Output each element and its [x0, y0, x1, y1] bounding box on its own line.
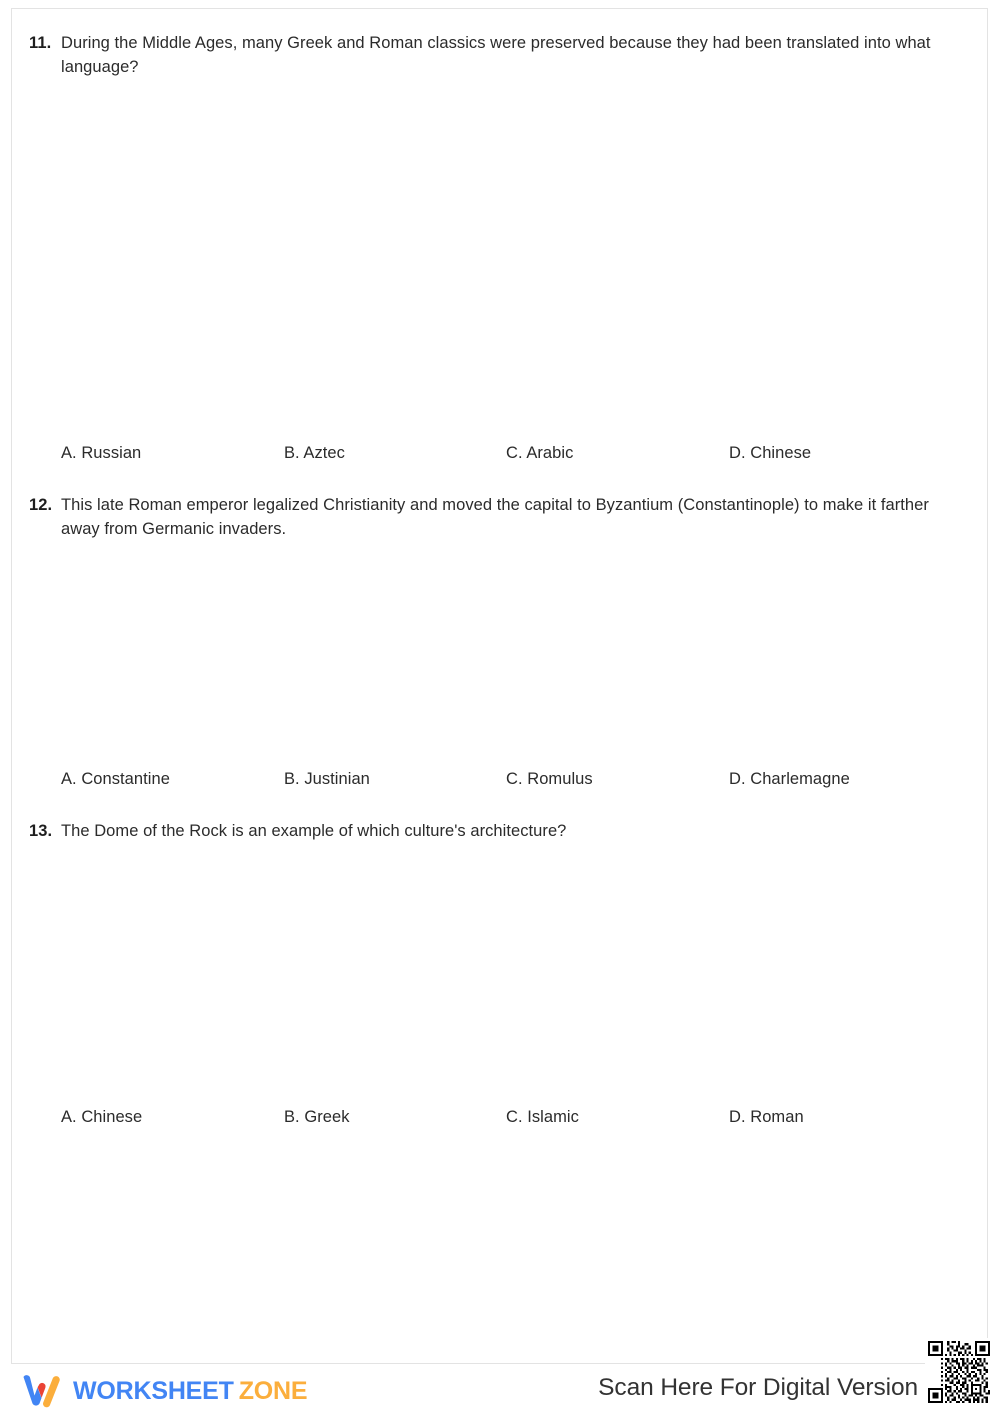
brand-name-primary: WORKSHEET [73, 1376, 234, 1405]
question-text-12: This late Roman emperor legalized Christianity and moved the capital to Byzantium (Constantinople) to make it farther away from Germanic invaders. [61, 495, 929, 539]
answer-option-13-a[interactable]: A. Chinese [61, 1108, 143, 1127]
answer-option-11-d[interactable]: D. Chinese [729, 443, 812, 462]
question-text-13: The Dome of the Rock is an example of which culture's architecture? [61, 821, 567, 840]
answer-option-11-c[interactable]: C. Arabic [506, 443, 574, 462]
brand-name-secondary: ZONE [238, 1376, 308, 1405]
answer-option-11-a[interactable]: A. Russian [61, 443, 142, 462]
qr-code[interactable] [925, 1338, 993, 1406]
question-text-11: During the Middle Ages, many Greek and Roman classics were preserved because they had been translated into what language? [61, 34, 931, 77]
worksheet-zone-logo-icon [20, 1374, 64, 1408]
answer-option-12-d[interactable]: D. Charlemagne [729, 769, 850, 788]
answer-option-13-b[interactable]: B. Greek [284, 1108, 350, 1127]
question-item-13 [12, 819, 987, 1137]
answer-workspace-12 [12, 542, 987, 769]
answer-option-12-b[interactable]: B. Justinian [284, 769, 370, 788]
worksheet-page [11, 8, 988, 1364]
brand-logo[interactable] [20, 1370, 307, 1412]
question-header-11 [12, 31, 987, 80]
question-item-12 [12, 493, 987, 799]
answer-option-12-a[interactable]: A. Constantine [61, 769, 170, 788]
brand-name [73, 1377, 307, 1406]
answer-option-11-b[interactable]: B. Aztec [284, 443, 345, 462]
page-footer [0, 1368, 1000, 1414]
question-header-13 [12, 819, 987, 843]
answer-workspace-13 [12, 843, 987, 1107]
answer-option-12-c[interactable]: C. Romulus [506, 769, 593, 788]
question-number-11: 11. [29, 34, 52, 52]
answer-option-13-c[interactable]: C. Islamic [506, 1108, 579, 1127]
question-header-12 [12, 493, 987, 542]
answer-workspace-11 [12, 80, 987, 443]
answer-option-13-d[interactable]: D. Roman [729, 1108, 804, 1127]
scan-instruction-text: Scan Here For Digital Version [598, 1374, 918, 1401]
qr-code-icon [928, 1341, 990, 1403]
question-number-12: 12. [29, 495, 53, 514]
question-item-11 [12, 9, 987, 473]
answer-options-12 [12, 769, 987, 799]
spacer-after-12 [12, 799, 987, 819]
spacer-after-11 [12, 473, 987, 493]
answer-options-11 [12, 443, 987, 473]
question-number-13: 13. [29, 821, 53, 840]
answer-options-13 [12, 1107, 987, 1137]
question-list [12, 9, 987, 1137]
